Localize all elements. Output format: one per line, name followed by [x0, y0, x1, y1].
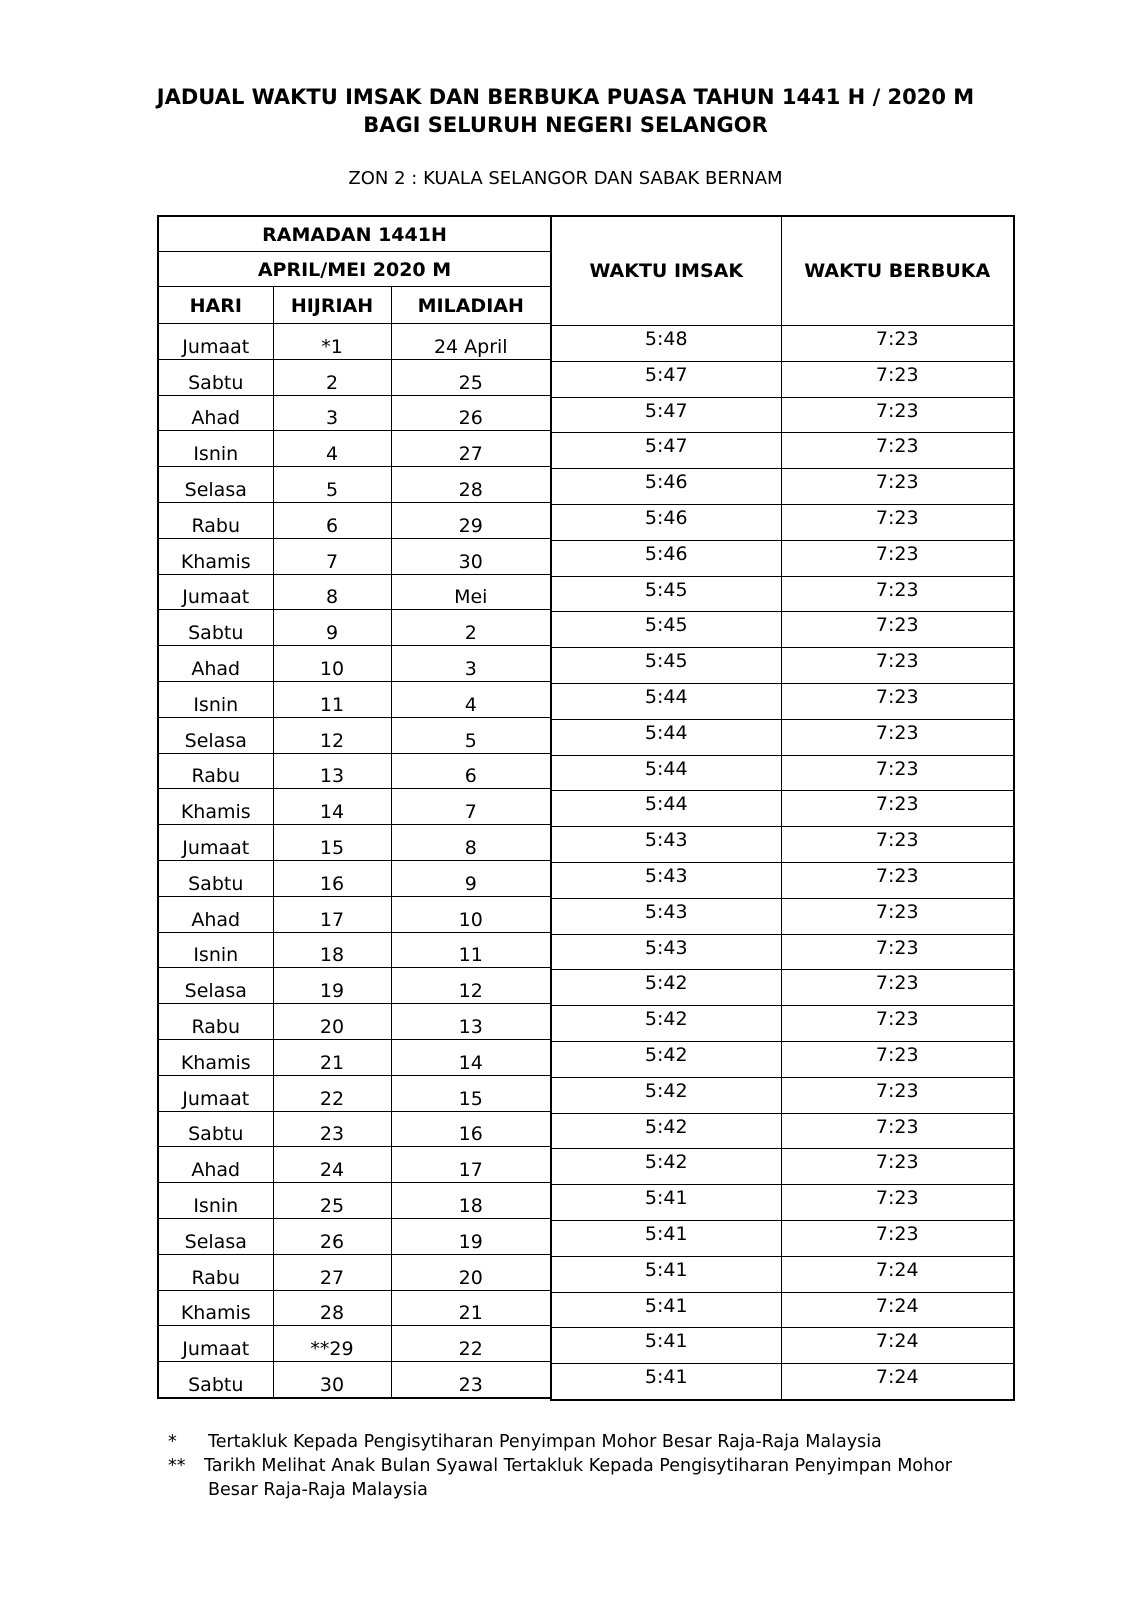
- table-row: [551, 755, 1014, 791]
- table-row: [158, 1218, 551, 1254]
- cell-miladiah: 28: [391, 467, 551, 503]
- cell-imsak: 5:41: [551, 1185, 781, 1221]
- cell-hari: Ahad: [158, 1147, 273, 1183]
- cell-miladiah: 10: [391, 896, 551, 932]
- cell-hari: Selasa: [158, 717, 273, 753]
- cell-miladiah: 22: [391, 1326, 551, 1362]
- cell-hijriah: 20: [273, 1004, 391, 1040]
- table-row: [158, 789, 551, 825]
- cell-miladiah: 6: [391, 753, 551, 789]
- cell-hari: Ahad: [158, 646, 273, 682]
- table-row: [551, 1077, 1014, 1113]
- cell-hari: Ahad: [158, 395, 273, 431]
- cell-hari: Selasa: [158, 1218, 273, 1254]
- cell-imsak: 5:41: [551, 1364, 781, 1400]
- cell-miladiah: 9: [391, 860, 551, 896]
- table-row: [551, 862, 1014, 898]
- table-row: [158, 896, 551, 932]
- cell-miladiah: 12: [391, 968, 551, 1004]
- cell-hari: Sabtu: [158, 860, 273, 896]
- cell-imsak: 5:45: [551, 612, 781, 648]
- table-row: [551, 683, 1014, 719]
- cell-berbuka: 7:23: [781, 504, 1014, 540]
- cell-miladiah: 14: [391, 1039, 551, 1075]
- cell-imsak: 5:42: [551, 1113, 781, 1149]
- cell-hari: Khamis: [158, 1290, 273, 1326]
- cell-hari: Jumaat: [158, 1326, 273, 1362]
- table-row: [158, 1290, 551, 1326]
- table-row: [551, 433, 1014, 469]
- table-row: [551, 1149, 1014, 1185]
- cell-berbuka: 7:23: [781, 326, 1014, 362]
- footnote-2-text-cont: Besar Raja-Raja Malaysia: [208, 1480, 428, 1500]
- header-berbuka: WAKTU BERBUKA: [781, 216, 1014, 326]
- cell-hari: Ahad: [158, 896, 273, 932]
- cell-hari: Jumaat: [158, 324, 273, 360]
- cell-hijriah: 22: [273, 1075, 391, 1111]
- cell-hijriah: 30: [273, 1362, 391, 1398]
- cell-hijriah: 5: [273, 467, 391, 503]
- cell-hari: Sabtu: [158, 610, 273, 646]
- cell-hijriah: 9: [273, 610, 391, 646]
- table-row: [158, 646, 551, 682]
- cell-berbuka: 7:23: [781, 1006, 1014, 1042]
- table-row: [551, 1185, 1014, 1221]
- cell-miladiah: 24 April: [391, 324, 551, 360]
- cell-berbuka: 7:24: [781, 1292, 1014, 1328]
- cell-hijriah: 13: [273, 753, 391, 789]
- cell-miladiah: 18: [391, 1183, 551, 1219]
- cell-miladiah: 5: [391, 717, 551, 753]
- cell-berbuka: 7:23: [781, 898, 1014, 934]
- cell-hari: Sabtu: [158, 1111, 273, 1147]
- cell-imsak: 5:46: [551, 540, 781, 576]
- table-row: [551, 791, 1014, 827]
- table-row: [158, 1254, 551, 1290]
- table-row: [158, 1362, 551, 1398]
- cell-miladiah: 17: [391, 1147, 551, 1183]
- cell-hari: Isnin: [158, 932, 273, 968]
- cell-hijriah: 4: [273, 431, 391, 467]
- cell-hijriah: 23: [273, 1111, 391, 1147]
- table-row: [551, 970, 1014, 1006]
- table-row: [551, 504, 1014, 540]
- cell-hari: Khamis: [158, 789, 273, 825]
- cell-imsak: 5:47: [551, 397, 781, 433]
- cell-hari: Khamis: [158, 1039, 273, 1075]
- cell-imsak: 5:43: [551, 862, 781, 898]
- cell-hari: Selasa: [158, 467, 273, 503]
- cell-miladiah: 21: [391, 1290, 551, 1326]
- cell-berbuka: 7:23: [781, 576, 1014, 612]
- cell-miladiah: Mei: [391, 574, 551, 610]
- table-row: [158, 1004, 551, 1040]
- cell-berbuka: 7:23: [781, 469, 1014, 505]
- table-row: [551, 719, 1014, 755]
- table-row: [551, 576, 1014, 612]
- cell-hijriah: 26: [273, 1218, 391, 1254]
- footnote-1-text: Tertakluk Kepada Pengisytiharan Penyimpan Mohor Besar Raja-Raja Malaysia: [208, 1432, 882, 1452]
- table-row: [158, 1326, 551, 1362]
- table-row: [551, 612, 1014, 648]
- cell-hari: Rabu: [158, 753, 273, 789]
- cell-imsak: 5:44: [551, 755, 781, 791]
- table-row: [158, 717, 551, 753]
- cell-berbuka: 7:23: [781, 648, 1014, 684]
- table-row: [551, 1220, 1014, 1256]
- cell-imsak: 5:42: [551, 1041, 781, 1077]
- cell-berbuka: 7:24: [781, 1364, 1014, 1400]
- cell-hari: Jumaat: [158, 574, 273, 610]
- cell-miladiah: 20: [391, 1254, 551, 1290]
- cell-hari: Isnin: [158, 1183, 273, 1219]
- cell-hijriah: 14: [273, 789, 391, 825]
- cell-hari: Rabu: [158, 1254, 273, 1290]
- table-row: [158, 753, 551, 789]
- table-row: [551, 469, 1014, 505]
- table-row: [158, 681, 551, 717]
- table-row: [158, 538, 551, 574]
- cell-miladiah: 29: [391, 502, 551, 538]
- cell-imsak: 5:44: [551, 683, 781, 719]
- table-row: [551, 1041, 1014, 1077]
- cell-miladiah: 8: [391, 825, 551, 861]
- table-row: [551, 827, 1014, 863]
- cell-hijriah: *1: [273, 324, 391, 360]
- cell-hari: Jumaat: [158, 825, 273, 861]
- cell-imsak: 5:44: [551, 791, 781, 827]
- cell-miladiah: 11: [391, 932, 551, 968]
- cell-hari: Rabu: [158, 1004, 273, 1040]
- cell-hijriah: 10: [273, 646, 391, 682]
- cell-miladiah: 7: [391, 789, 551, 825]
- cell-imsak: 5:46: [551, 504, 781, 540]
- cell-imsak: 5:48: [551, 326, 781, 362]
- cell-imsak: 5:41: [551, 1292, 781, 1328]
- cell-hijriah: 6: [273, 502, 391, 538]
- cell-hijriah: 15: [273, 825, 391, 861]
- cell-miladiah: 19: [391, 1218, 551, 1254]
- table-row: [158, 395, 551, 431]
- cell-miladiah: 4: [391, 681, 551, 717]
- cell-hijriah: 11: [273, 681, 391, 717]
- table-row: [158, 1183, 551, 1219]
- table-row: [551, 1292, 1014, 1328]
- cell-miladiah: 26: [391, 395, 551, 431]
- cell-berbuka: 7:23: [781, 612, 1014, 648]
- table-row: [158, 1147, 551, 1183]
- cell-hijriah: 18: [273, 932, 391, 968]
- table-row: [158, 467, 551, 503]
- cell-berbuka: 7:23: [781, 791, 1014, 827]
- cell-hari: Sabtu: [158, 359, 273, 395]
- cell-imsak: 5:46: [551, 469, 781, 505]
- cell-hijriah: 2: [273, 359, 391, 395]
- table-row: [551, 326, 1014, 362]
- cell-berbuka: 7:23: [781, 1077, 1014, 1113]
- table-row: [158, 968, 551, 1004]
- zone-label: ZON 2 : KUALA SELANGOR DAN SABAK BERNAM: [348, 168, 783, 189]
- table-row: [158, 324, 551, 360]
- header-hijriah: HIJRIAH: [273, 287, 391, 324]
- cell-berbuka: 7:24: [781, 1328, 1014, 1364]
- cell-imsak: 5:47: [551, 361, 781, 397]
- cell-hijriah: 3: [273, 395, 391, 431]
- cell-hari: Jumaat: [158, 1075, 273, 1111]
- cell-miladiah: 30: [391, 538, 551, 574]
- footnote-2-mark: **: [168, 1456, 186, 1476]
- cell-berbuka: 7:23: [781, 970, 1014, 1006]
- cell-hari: Isnin: [158, 681, 273, 717]
- table-row: [158, 1075, 551, 1111]
- table-row: [158, 825, 551, 861]
- cell-berbuka: 7:23: [781, 683, 1014, 719]
- table-row: [551, 1328, 1014, 1364]
- cell-hari: Sabtu: [158, 1362, 273, 1398]
- cell-berbuka: 7:23: [781, 361, 1014, 397]
- cell-berbuka: 7:24: [781, 1256, 1014, 1292]
- document-title: JADUAL WAKTU IMSAK DAN BERBUKA PUASA TAHUN 1441 H / 2020 M: [156, 85, 975, 109]
- cell-berbuka: 7:23: [781, 719, 1014, 755]
- cell-hijriah: 27: [273, 1254, 391, 1290]
- cell-imsak: 5:45: [551, 576, 781, 612]
- cell-miladiah: 13: [391, 1004, 551, 1040]
- table-row: [158, 610, 551, 646]
- table-row: [158, 574, 551, 610]
- cell-imsak: 5:47: [551, 433, 781, 469]
- cell-miladiah: 2: [391, 610, 551, 646]
- header-hari: HARI: [158, 287, 273, 324]
- table-row: [551, 934, 1014, 970]
- cell-hijriah: 28: [273, 1290, 391, 1326]
- cell-miladiah: 23: [391, 1362, 551, 1398]
- cell-hijriah: 16: [273, 860, 391, 896]
- table-row: [158, 860, 551, 896]
- cell-hijriah: 21: [273, 1039, 391, 1075]
- table-row: [158, 431, 551, 467]
- table-row: [158, 502, 551, 538]
- footnote-2: [168, 1454, 952, 1502]
- cell-berbuka: 7:23: [781, 1220, 1014, 1256]
- cell-imsak: 5:42: [551, 970, 781, 1006]
- cell-hari: Khamis: [158, 538, 273, 574]
- header-ramadan: RAMADAN 1441H: [158, 216, 551, 252]
- table-row: [551, 1113, 1014, 1149]
- date-table: [157, 215, 552, 1399]
- cell-berbuka: 7:23: [781, 1185, 1014, 1221]
- cell-hari: Isnin: [158, 431, 273, 467]
- header-imsak: WAKTU IMSAK: [551, 216, 781, 326]
- cell-imsak: 5:43: [551, 934, 781, 970]
- footnote-1-mark: *: [168, 1432, 177, 1452]
- table-row: [158, 359, 551, 395]
- cell-hijriah: 25: [273, 1183, 391, 1219]
- cell-imsak: 5:43: [551, 827, 781, 863]
- cell-berbuka: 7:23: [781, 397, 1014, 433]
- cell-imsak: 5:42: [551, 1006, 781, 1042]
- cell-imsak: 5:42: [551, 1077, 781, 1113]
- cell-berbuka: 7:23: [781, 827, 1014, 863]
- cell-hijriah: 24: [273, 1147, 391, 1183]
- table-row: [158, 932, 551, 968]
- document-subtitle: BAGI SELURUH NEGERI SELANGOR: [363, 113, 768, 137]
- table-row: [551, 648, 1014, 684]
- time-table: [550, 215, 1015, 1401]
- table-row: [551, 1256, 1014, 1292]
- footnote-2-text: Tarikh Melihat Anak Bulan Syawal Tertakluk Kepada Pengisytiharan Penyimpan Mohor: [204, 1456, 952, 1476]
- cell-berbuka: 7:23: [781, 934, 1014, 970]
- table-row: [551, 1006, 1014, 1042]
- cell-imsak: 5:44: [551, 719, 781, 755]
- table-row: [158, 1039, 551, 1075]
- table-row: [551, 397, 1014, 433]
- cell-berbuka: 7:23: [781, 1149, 1014, 1185]
- cell-berbuka: 7:23: [781, 862, 1014, 898]
- cell-imsak: 5:41: [551, 1328, 781, 1364]
- cell-berbuka: 7:23: [781, 1041, 1014, 1077]
- cell-hijriah: 8: [273, 574, 391, 610]
- cell-imsak: 5:43: [551, 898, 781, 934]
- cell-imsak: 5:42: [551, 1149, 781, 1185]
- cell-berbuka: 7:23: [781, 540, 1014, 576]
- cell-imsak: 5:41: [551, 1220, 781, 1256]
- cell-hijriah: **29: [273, 1326, 391, 1362]
- cell-hijriah: 19: [273, 968, 391, 1004]
- table-row: [551, 898, 1014, 934]
- cell-miladiah: 25: [391, 359, 551, 395]
- footnote-1: [168, 1430, 952, 1454]
- cell-miladiah: 16: [391, 1111, 551, 1147]
- cell-berbuka: 7:23: [781, 433, 1014, 469]
- cell-imsak: 5:41: [551, 1256, 781, 1292]
- cell-miladiah: 27: [391, 431, 551, 467]
- table-row: [551, 361, 1014, 397]
- cell-hijriah: 17: [273, 896, 391, 932]
- table-row: [551, 540, 1014, 576]
- header-miladiah: MILADIAH: [391, 287, 551, 324]
- cell-hijriah: 7: [273, 538, 391, 574]
- footnotes: [168, 1430, 952, 1502]
- cell-hari: Selasa: [158, 968, 273, 1004]
- cell-miladiah: 3: [391, 646, 551, 682]
- cell-hari: Rabu: [158, 502, 273, 538]
- header-month: APRIL/MEI 2020 M: [158, 252, 551, 287]
- cell-berbuka: 7:23: [781, 755, 1014, 791]
- cell-miladiah: 15: [391, 1075, 551, 1111]
- cell-hijriah: 12: [273, 717, 391, 753]
- table-row: [551, 1364, 1014, 1400]
- cell-imsak: 5:45: [551, 648, 781, 684]
- table-row: [158, 1111, 551, 1147]
- cell-berbuka: 7:23: [781, 1113, 1014, 1149]
